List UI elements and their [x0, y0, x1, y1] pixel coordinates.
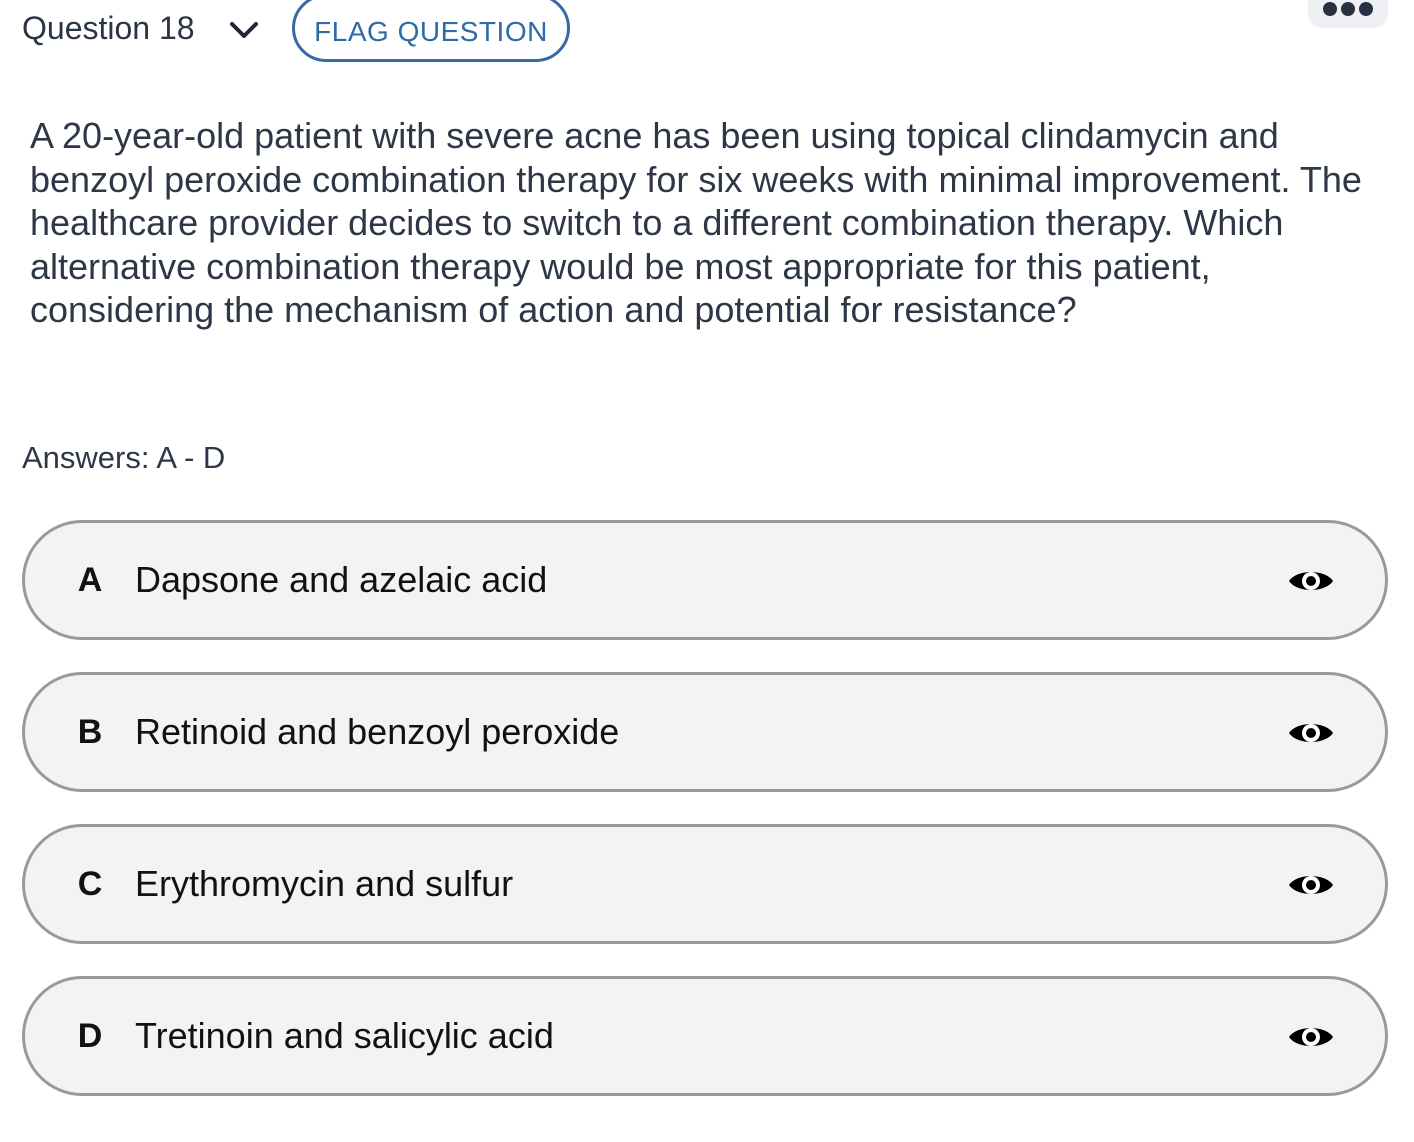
- question-title: Question 18: [22, 10, 195, 46]
- more-dot: [1323, 2, 1337, 16]
- option-text: Tretinoin and salicylic acid: [135, 1015, 554, 1056]
- chevron-down-icon[interactable]: [228, 16, 260, 42]
- answer-option-a[interactable]: [22, 520, 1388, 640]
- option-letter: B: [77, 713, 103, 751]
- answer-option-d[interactable]: [22, 976, 1388, 1096]
- question-text: A 20-year-old patient with severe acne has been using topical clindamycin and benzoyl peroxide combination therapy for six weeks with minimal improvement. The healthcare provider decides to switch to a different combination therapy. Which alternative combination therapy would be most appropriate for this patient, considering the mechanism of action and potential for resistance?: [30, 115, 1362, 330]
- eye-icon[interactable]: [1287, 565, 1335, 597]
- eye-icon[interactable]: [1287, 1021, 1335, 1053]
- eye-icon[interactable]: [1287, 717, 1335, 749]
- option-text: Dapsone and azelaic acid: [135, 559, 548, 600]
- answers-label: Answers: A - D: [22, 440, 226, 475]
- answer-option-b[interactable]: [22, 672, 1388, 792]
- more-options-button[interactable]: [1308, 0, 1388, 28]
- option-letter: A: [77, 561, 103, 599]
- flag-question-button[interactable]: FLAG QUESTION: [292, 0, 570, 62]
- option-text: Erythromycin and sulfur: [135, 863, 514, 904]
- more-dot: [1359, 2, 1373, 16]
- eye-icon[interactable]: [1287, 869, 1335, 901]
- option-letter: D: [77, 1017, 103, 1055]
- answer-option-c[interactable]: [22, 824, 1388, 944]
- option-letter: C: [77, 865, 103, 903]
- more-dot: [1341, 2, 1355, 16]
- option-text: Retinoid and benzoyl peroxide: [135, 711, 620, 752]
- question-header: [0, 0, 1414, 70]
